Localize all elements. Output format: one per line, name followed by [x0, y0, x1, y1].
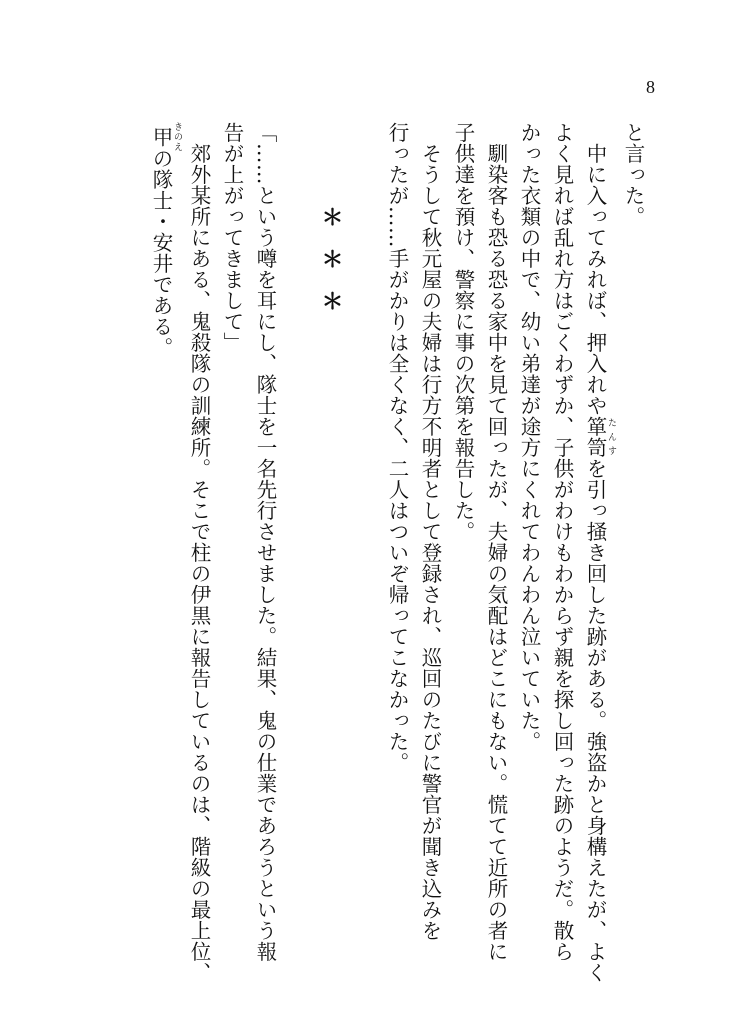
ruby-tansu: 箪笥 たんす: [583, 416, 616, 458]
text-line: 告が上がってきまして」: [220, 122, 244, 353]
text-line: [578, 122, 616, 983]
text-line: かった衣類の中で、幼い弟達が途方にくれてわんわん泣いていた。: [517, 122, 541, 752]
text-line: 郊外某所にある、鬼殺隊の訓練所。そこで柱の伊黒に報告しているのは、階級の最上位、: [187, 122, 211, 983]
spacer: [281, 122, 314, 962]
ruby-reading: きのえ: [172, 122, 182, 152]
text-segment: 中に入ってみれば、押入れや: [583, 122, 607, 416]
spacer: [347, 122, 380, 962]
text-line: と言った。: [621, 122, 645, 227]
text-line: よく見れば乱れ方はごくわずか、子供がわけもわからず親を探し回った跡のようだ。散ら: [550, 122, 574, 962]
text-line: [144, 122, 182, 962]
text-line: 行ったが……手がかりは全くなく、二人はついぞ帰ってこなかった。: [385, 122, 409, 773]
body-text: [144, 122, 649, 983]
section-break: ＊＊＊: [318, 206, 343, 332]
text-segment: を引っ掻き回した跡がある。強盗かと身構えたが、よく: [583, 458, 607, 983]
text-line: 「……という噂を耳にし、隊士を一名先行させました。結果、鬼の仕業であろうという報: [253, 122, 277, 962]
text-line: 子供達を預け、警察に事の次第を報告した。: [451, 122, 475, 542]
page-number: 8: [646, 77, 655, 97]
ruby-kinoe: 甲 きのえ: [149, 122, 182, 152]
text-line: そうして秋元屋の夫婦は行方不明者として登録され、巡回のたびに警官が聞き込みを: [418, 122, 442, 941]
text-line: 馴染客も恐る恐る家中を見て回ったが、夫婦の気配はどこにもない。慌てて近所の者に: [484, 122, 508, 962]
text-segment: の隊士・安井である。: [149, 148, 173, 358]
ruby-reading: たんす: [606, 416, 616, 458]
